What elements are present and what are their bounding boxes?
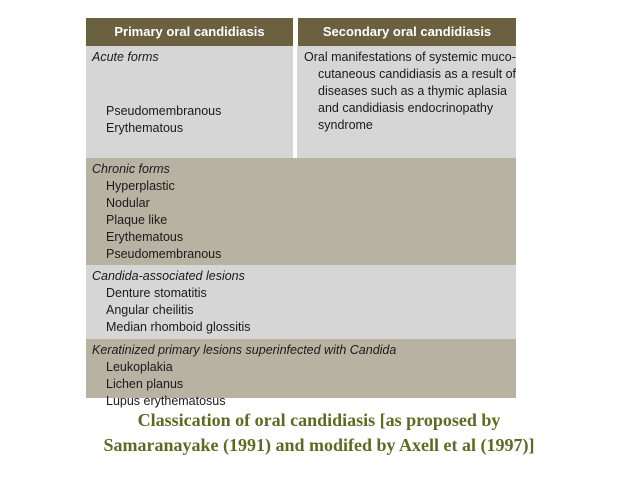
section-title: Acute forms: [92, 50, 159, 64]
section-title: Candida-associated lesions: [92, 269, 245, 283]
list-item: Median rhomboid glossitis: [106, 320, 251, 334]
section-chronic: [86, 158, 516, 265]
section-title: Keratinized primary lesions superinfected with Candida: [92, 343, 397, 357]
list-item: Angular cheilitis: [106, 303, 194, 317]
secondary-text-line: cutaneous candidiasis as a result of: [318, 67, 517, 81]
secondary-text-line: syndrome: [318, 118, 373, 132]
list-item: Hyperplastic: [106, 179, 175, 193]
list-item: Plaque like: [106, 213, 168, 227]
caption-line-2: Samaranayake (1991) and modifed by Axell et al (1997)]: [103, 435, 535, 455]
section-title: Chronic forms: [92, 162, 170, 176]
column-divider: [293, 46, 297, 158]
list-item: Pseudomembranous: [106, 104, 222, 118]
list-item: Denture stomatitis: [106, 286, 207, 300]
caption-line-1: Classication of oral candidiasis [as proposed by: [137, 410, 501, 430]
secondary-text-line: diseases such as a thymic aplasia: [318, 84, 507, 98]
section-keratinized: [86, 339, 516, 408]
list-item: Erythematous: [106, 121, 184, 135]
list-item: Pseudomembranous: [106, 247, 222, 261]
list-item: Lupus erythematosus: [106, 394, 226, 408]
classification-table: [86, 18, 517, 408]
list-item: Erythematous: [106, 230, 184, 244]
secondary-text-line: and candidiasis endocrinopathy: [318, 101, 494, 115]
list-item: Nodular: [106, 196, 150, 210]
secondary-text-line: Oral manifestations of systemic muco-: [304, 50, 516, 64]
section-acute: [86, 46, 516, 158]
header-primary: Primary oral candidiasis: [86, 18, 293, 46]
list-item: Leukoplakia: [106, 360, 173, 374]
header-secondary: Secondary oral candidiasis: [298, 18, 516, 46]
list-item: Lichen planus: [106, 377, 184, 391]
section-candida-associated: [86, 265, 516, 339]
